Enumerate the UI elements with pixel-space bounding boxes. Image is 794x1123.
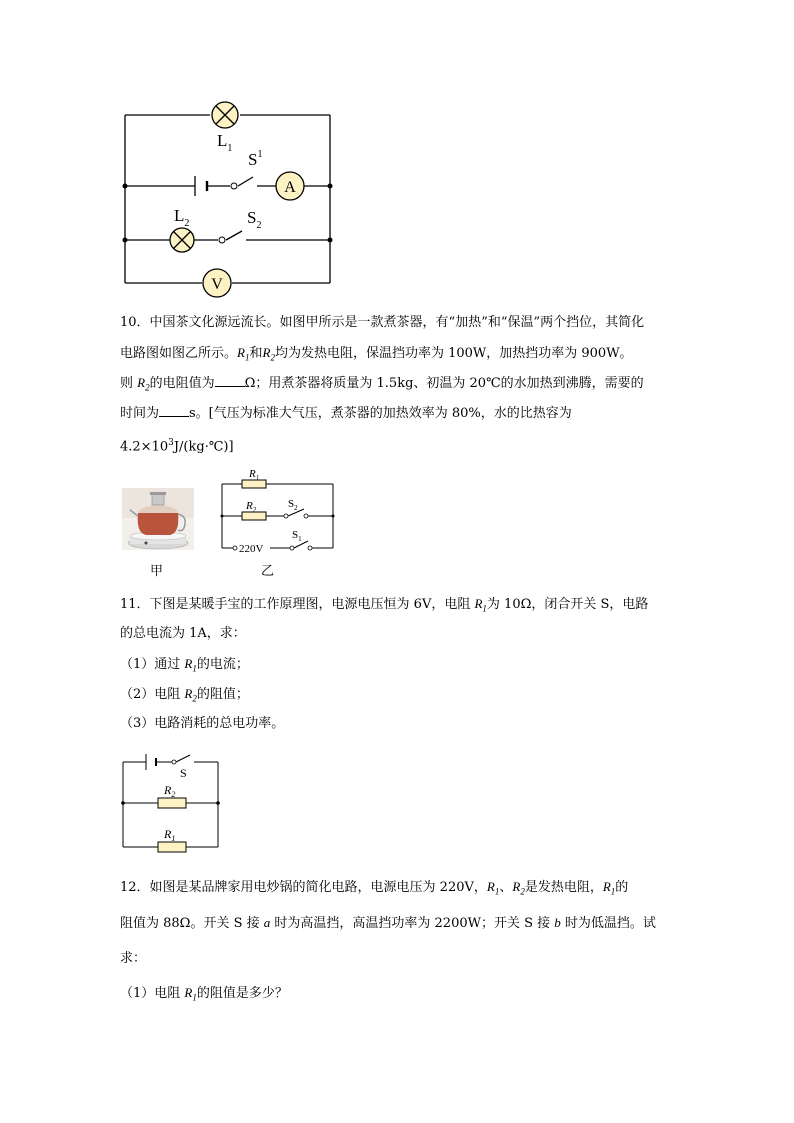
svg-text:S2: $S_2$ [288,498,298,512]
caption-yi: 乙 [261,564,275,579]
voltmeter-icon [203,269,231,297]
svg-text:220V: 220V [239,543,264,555]
q11-line-2: 的总电流为 1A，求： [120,626,246,641]
label-l1: $L_1$ [217,131,233,154]
circuit-diagram-2 [218,462,338,557]
q12-line-2: 阻值为 88Ω。开关 S 接 a 时为高温挡，高温挡功率为 2200W；开关 S 接 b 时为低温挡。试 [120,915,656,931]
answer-blank [215,374,245,387]
circuit-diagram-1 [110,90,350,305]
svg-text:S1: $S_1$ [292,529,302,543]
label-l2: $L_2$ [174,206,190,229]
svg-text:R2: $R_2$ [164,783,176,799]
circuit-diagram-3 [118,750,228,860]
q11-part-1: （1）通过 $R_1$的电流； [120,656,249,674]
svg-text:R1: $R_1$ [249,468,260,482]
answer-blank [159,404,189,417]
q11-part-2: （2）电阻 $R_2$的阻值； [120,686,249,704]
label-s2: $S_2$ [247,208,262,231]
q11-part-3: （3）电路消耗的总电功率。 [120,716,285,731]
q10-line-3: 则 $R_2$的电阻值为 Ω；用煮茶器将质量为 1.5kg、初温为 20℃的水加热到沸腾，需要的 [120,375,644,393]
q10-line-1: 10．中国茶文化源远流长。如图甲所示是一款煮茶器，有“加热”和“保温”两个挡位，其简化 [120,315,645,330]
svg-text:R1: $R_1$ [164,827,176,843]
q10-line-2: 电路图如图乙所示。$R_1$和$R_2$均为发热电阻，保温挡功率为 100W，加热挡功率为 900W。 [120,345,633,363]
q12-line-3: 求： [120,951,147,966]
q12-part-1: （1）电阻 $R_1$的阻值是多少？ [120,985,288,1003]
caption-jia: 甲 [150,564,164,579]
tea-maker-photo [122,488,194,550]
ammeter-icon [276,172,304,200]
q10-line-5: $4.2\times 10^3J/(kg\cdot℃)$] [120,438,234,455]
svg-text:V: V [211,276,223,293]
svg-text:R2: $R_2$ [246,500,257,514]
svg-text:A: A [284,179,296,196]
q12-line-1: 12．如图是某品牌家用电炒锅的简化电路，电源电压为 220V，$R_1$、$R_2$是发热电阻，$R_1$的 [120,879,629,897]
q11-line-1: 11．下图是某暖手宝的工作原理图，电源电压恒为 6V，电阻 $R_1$为 10Ω，闭合开关 S，电路 [120,596,649,614]
lamp-l1-icon [212,102,238,128]
label-s1: $S^1$ [248,149,263,169]
lamp-l2-icon [170,228,194,252]
svg-text:S: S [180,766,187,780]
q10-line-4: 时间为 s。[气压为标准大气压，煮茶器的加热效率为 80%，水的比热容为 [120,406,572,421]
